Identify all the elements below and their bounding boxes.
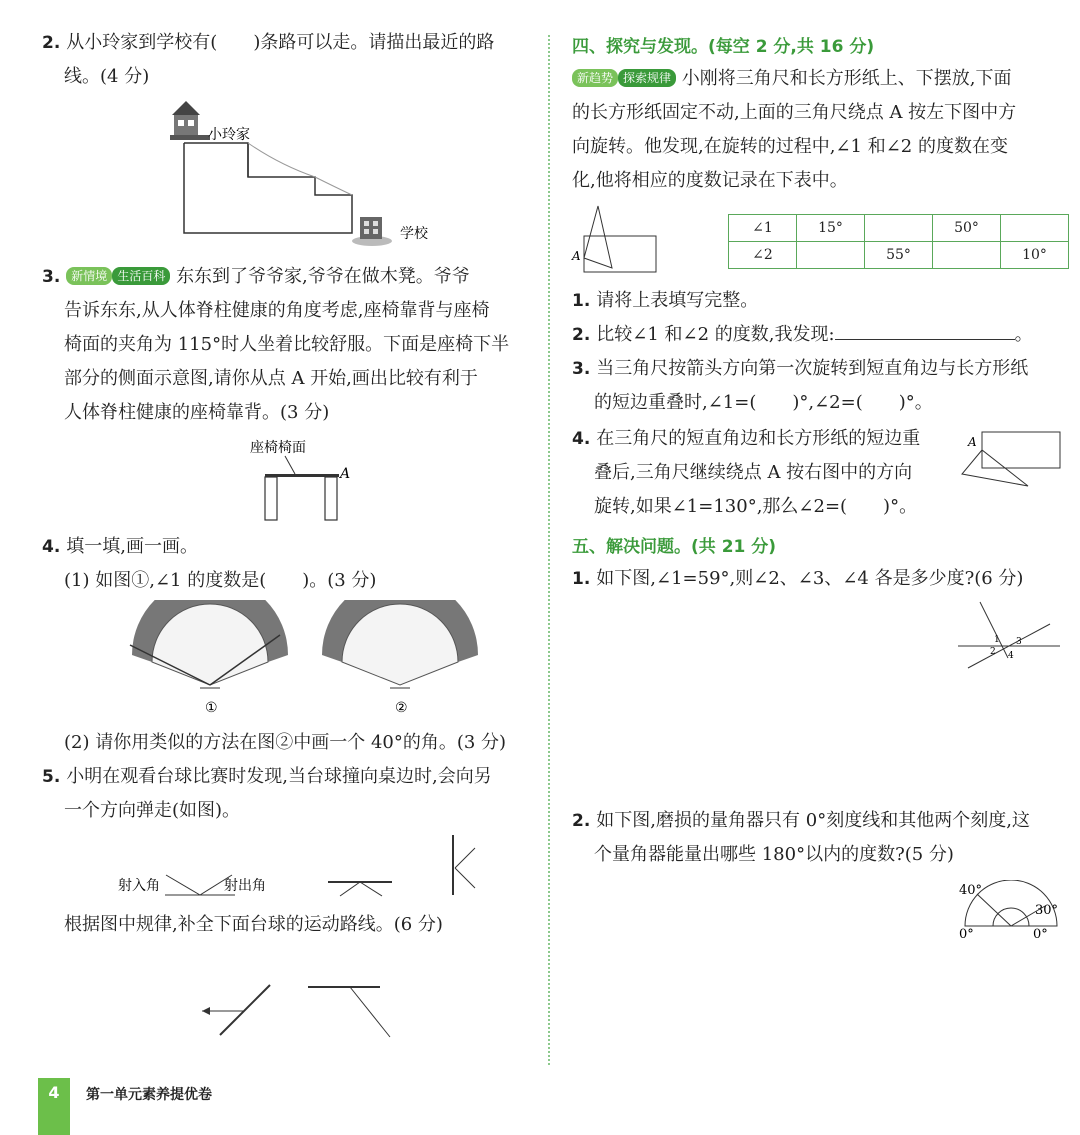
intro-text-2: 的长方形纸固定不动,上面的三角尺绕点 A 按左下图中方: [572, 102, 1017, 123]
deg-0-left-label: 0°: [959, 927, 974, 942]
q3-left: [42, 260, 542, 430]
q3-right: [572, 352, 1067, 420]
table-row-header: ∠2: [729, 242, 797, 269]
r-q3-text-1: 当三角尺按箭头方向第一次旋转到短直角边与长方形纸: [596, 358, 1029, 379]
q3-num: 3.: [42, 267, 61, 287]
deg-30-label: 30°: [1035, 903, 1059, 918]
q4-right: [572, 422, 972, 524]
q4-title: 填一填,画一画。: [66, 536, 199, 557]
in-angle-label: 射入角: [118, 878, 160, 894]
seat-label: 座椅椅面: [250, 440, 306, 456]
deg-40-label: 40°: [959, 883, 983, 898]
table-cell: 55°: [865, 242, 933, 269]
r-q1-text: 请将上表填写完整。: [596, 290, 759, 311]
q5-text-1: 小明在观看台球比赛时发现,当台球撞向桌边时,会向另: [66, 766, 492, 787]
svg-text:1: 1: [994, 635, 1000, 645]
q2-text-1: 从小玲家到学校有( )条路可以走。请描出最近的路: [66, 32, 495, 53]
fig1-label: ①: [205, 700, 218, 716]
table-row-header: ∠1: [729, 215, 797, 242]
q3-text-1: 东东到了爷爷家,爷爷在做木凳。爷爷: [176, 266, 470, 287]
section-5-title: 五、解决问题。(共 21 分): [572, 537, 777, 557]
protractor-1: [130, 600, 288, 716]
column-divider: [548, 35, 550, 1065]
q4-sub1: (1) 如图①,∠1 的度数是( )。(3 分): [64, 570, 377, 591]
table-cell[interactable]: [1001, 215, 1069, 242]
protractor-2: [322, 600, 478, 716]
r-q4-text-3: 旋转,如果∠1=130°,那么∠2=( )°。: [594, 496, 918, 517]
tag-new-context: 新情境: [66, 267, 112, 285]
school-label: 学校: [400, 226, 428, 242]
q4-sub2: (2) 请你用类似的方法在图②中画一个 40°的角。(3 分): [64, 732, 507, 753]
rotated-triangle-diagram: [960, 428, 1070, 490]
fig2-label: ②: [395, 700, 408, 716]
r-q4-num: 4.: [572, 429, 591, 449]
r-q2-end: 。: [1014, 324, 1033, 345]
worn-protractor-diagram: [955, 880, 1065, 942]
svg-text:A: A: [572, 249, 581, 263]
p2-text-1: 如下图,磨损的量角器只有 0°刻度线和其他两个刻度,这: [596, 810, 1030, 831]
protractor-figures: [120, 600, 480, 720]
table-cell: 50°: [933, 215, 1001, 242]
r-q4-text-1: 在三角尺的短直角边和长方形纸的短边重: [596, 428, 921, 449]
table-cell[interactable]: [865, 215, 933, 242]
p1-text: 如下图,∠1=59°,则∠2、∠3、∠4 各是多少度?(6 分): [596, 568, 1024, 589]
p1: [572, 562, 1023, 596]
q4-left: [42, 530, 376, 598]
point-a-label: A: [340, 466, 351, 482]
q3-text-4: 部分的侧面示意图,请你从点 A 开始,画出比较有利于: [64, 368, 478, 389]
intersecting-lines-diagram: [950, 598, 1065, 674]
q5-text-2: 一个方向弹走(如图)。: [64, 800, 241, 821]
billiard-exercise: [190, 975, 410, 1045]
p2-num: 2.: [572, 811, 591, 831]
q2-right: [572, 318, 1033, 352]
table-cell[interactable]: [797, 242, 865, 269]
home-label: 小玲家: [208, 127, 250, 143]
out-angle-label: 射出角: [224, 878, 266, 894]
tag-explore-rule: 探索规律: [618, 69, 676, 87]
r-q3-num: 3.: [572, 359, 591, 379]
table-cell[interactable]: [933, 242, 1001, 269]
triangle-rectangle-diagram: [570, 200, 665, 280]
svg-text:3: 3: [1016, 637, 1022, 647]
intro-text-1: 小刚将三角尺和长方形纸上、下摆放,下面: [681, 68, 1012, 89]
house-icon: [170, 101, 210, 140]
page-number: 4: [38, 1078, 70, 1135]
tag-new-trend: 新趋势: [572, 69, 618, 87]
table-cell: 10°: [1001, 242, 1069, 269]
r-q2-text: 比较∠1 和∠2 的度数,我发现:: [596, 324, 835, 345]
q5-text-3: 根据图中规律,补全下面台球的运动路线。(6 分): [64, 914, 443, 935]
section-4-title: 四、探究与发现。(每空 2 分,共 16 分): [572, 37, 875, 57]
q2-left: [42, 26, 494, 94]
svg-text:A: A: [968, 435, 977, 449]
r-q4-text-2: 叠后,三角尺继续绕点 A 按右图中的方向: [594, 462, 913, 483]
r-q3-text-2: 的短边重叠时,∠1=( )°,∠2=( )°。: [594, 392, 933, 413]
table-row: [729, 242, 1069, 269]
q5-left: [42, 760, 492, 828]
svg-text:4: 4: [1008, 651, 1014, 661]
q4-num: 4.: [42, 537, 61, 557]
svg-text:2: 2: [990, 647, 996, 657]
deg-0-right-label: 0°: [1033, 927, 1048, 942]
q2-num: 2.: [42, 33, 61, 53]
route-diagram: [160, 95, 460, 255]
q5-num: 5.: [42, 767, 61, 787]
footer-title: 第一单元素养提优卷: [86, 1087, 212, 1103]
p1-num: 1.: [572, 569, 591, 589]
billiard-examples: [110, 830, 490, 910]
intro-text-4: 化,他将相应的度数记录在下表中。: [572, 170, 848, 191]
sec4-intro: [572, 62, 1067, 198]
p2: [572, 804, 1067, 872]
table-cell: 15°: [797, 215, 865, 242]
q2-text-2: 线。(4 分): [64, 66, 150, 87]
seat-diagram: [240, 432, 370, 527]
q3-text-5: 人体脊柱健康的座椅靠背。(3 分): [64, 402, 330, 423]
p2-text-2: 个量角器能量出哪些 180°以内的度数?(5 分): [594, 844, 954, 865]
r-q2-num: 2.: [572, 325, 591, 345]
q3-text-2: 告诉东东,从人体脊柱健康的角度考虑,座椅靠背与座椅: [64, 300, 490, 321]
q3-text-3: 椅面的夹角为 115°时人坐着比较舒服。下面是座椅下半: [64, 334, 510, 355]
tag-life-science: 生活百科: [112, 267, 170, 285]
r-q2-blank[interactable]: [835, 321, 1015, 340]
intro-text-3: 向旋转。他发现,在旋转的过程中,∠1 和∠2 的度数在变: [572, 136, 1008, 157]
school-icon: [352, 217, 392, 246]
angle-table: [728, 214, 1069, 269]
table-row: [729, 215, 1069, 242]
q1-right: [572, 284, 758, 318]
r-q1-num: 1.: [572, 291, 591, 311]
